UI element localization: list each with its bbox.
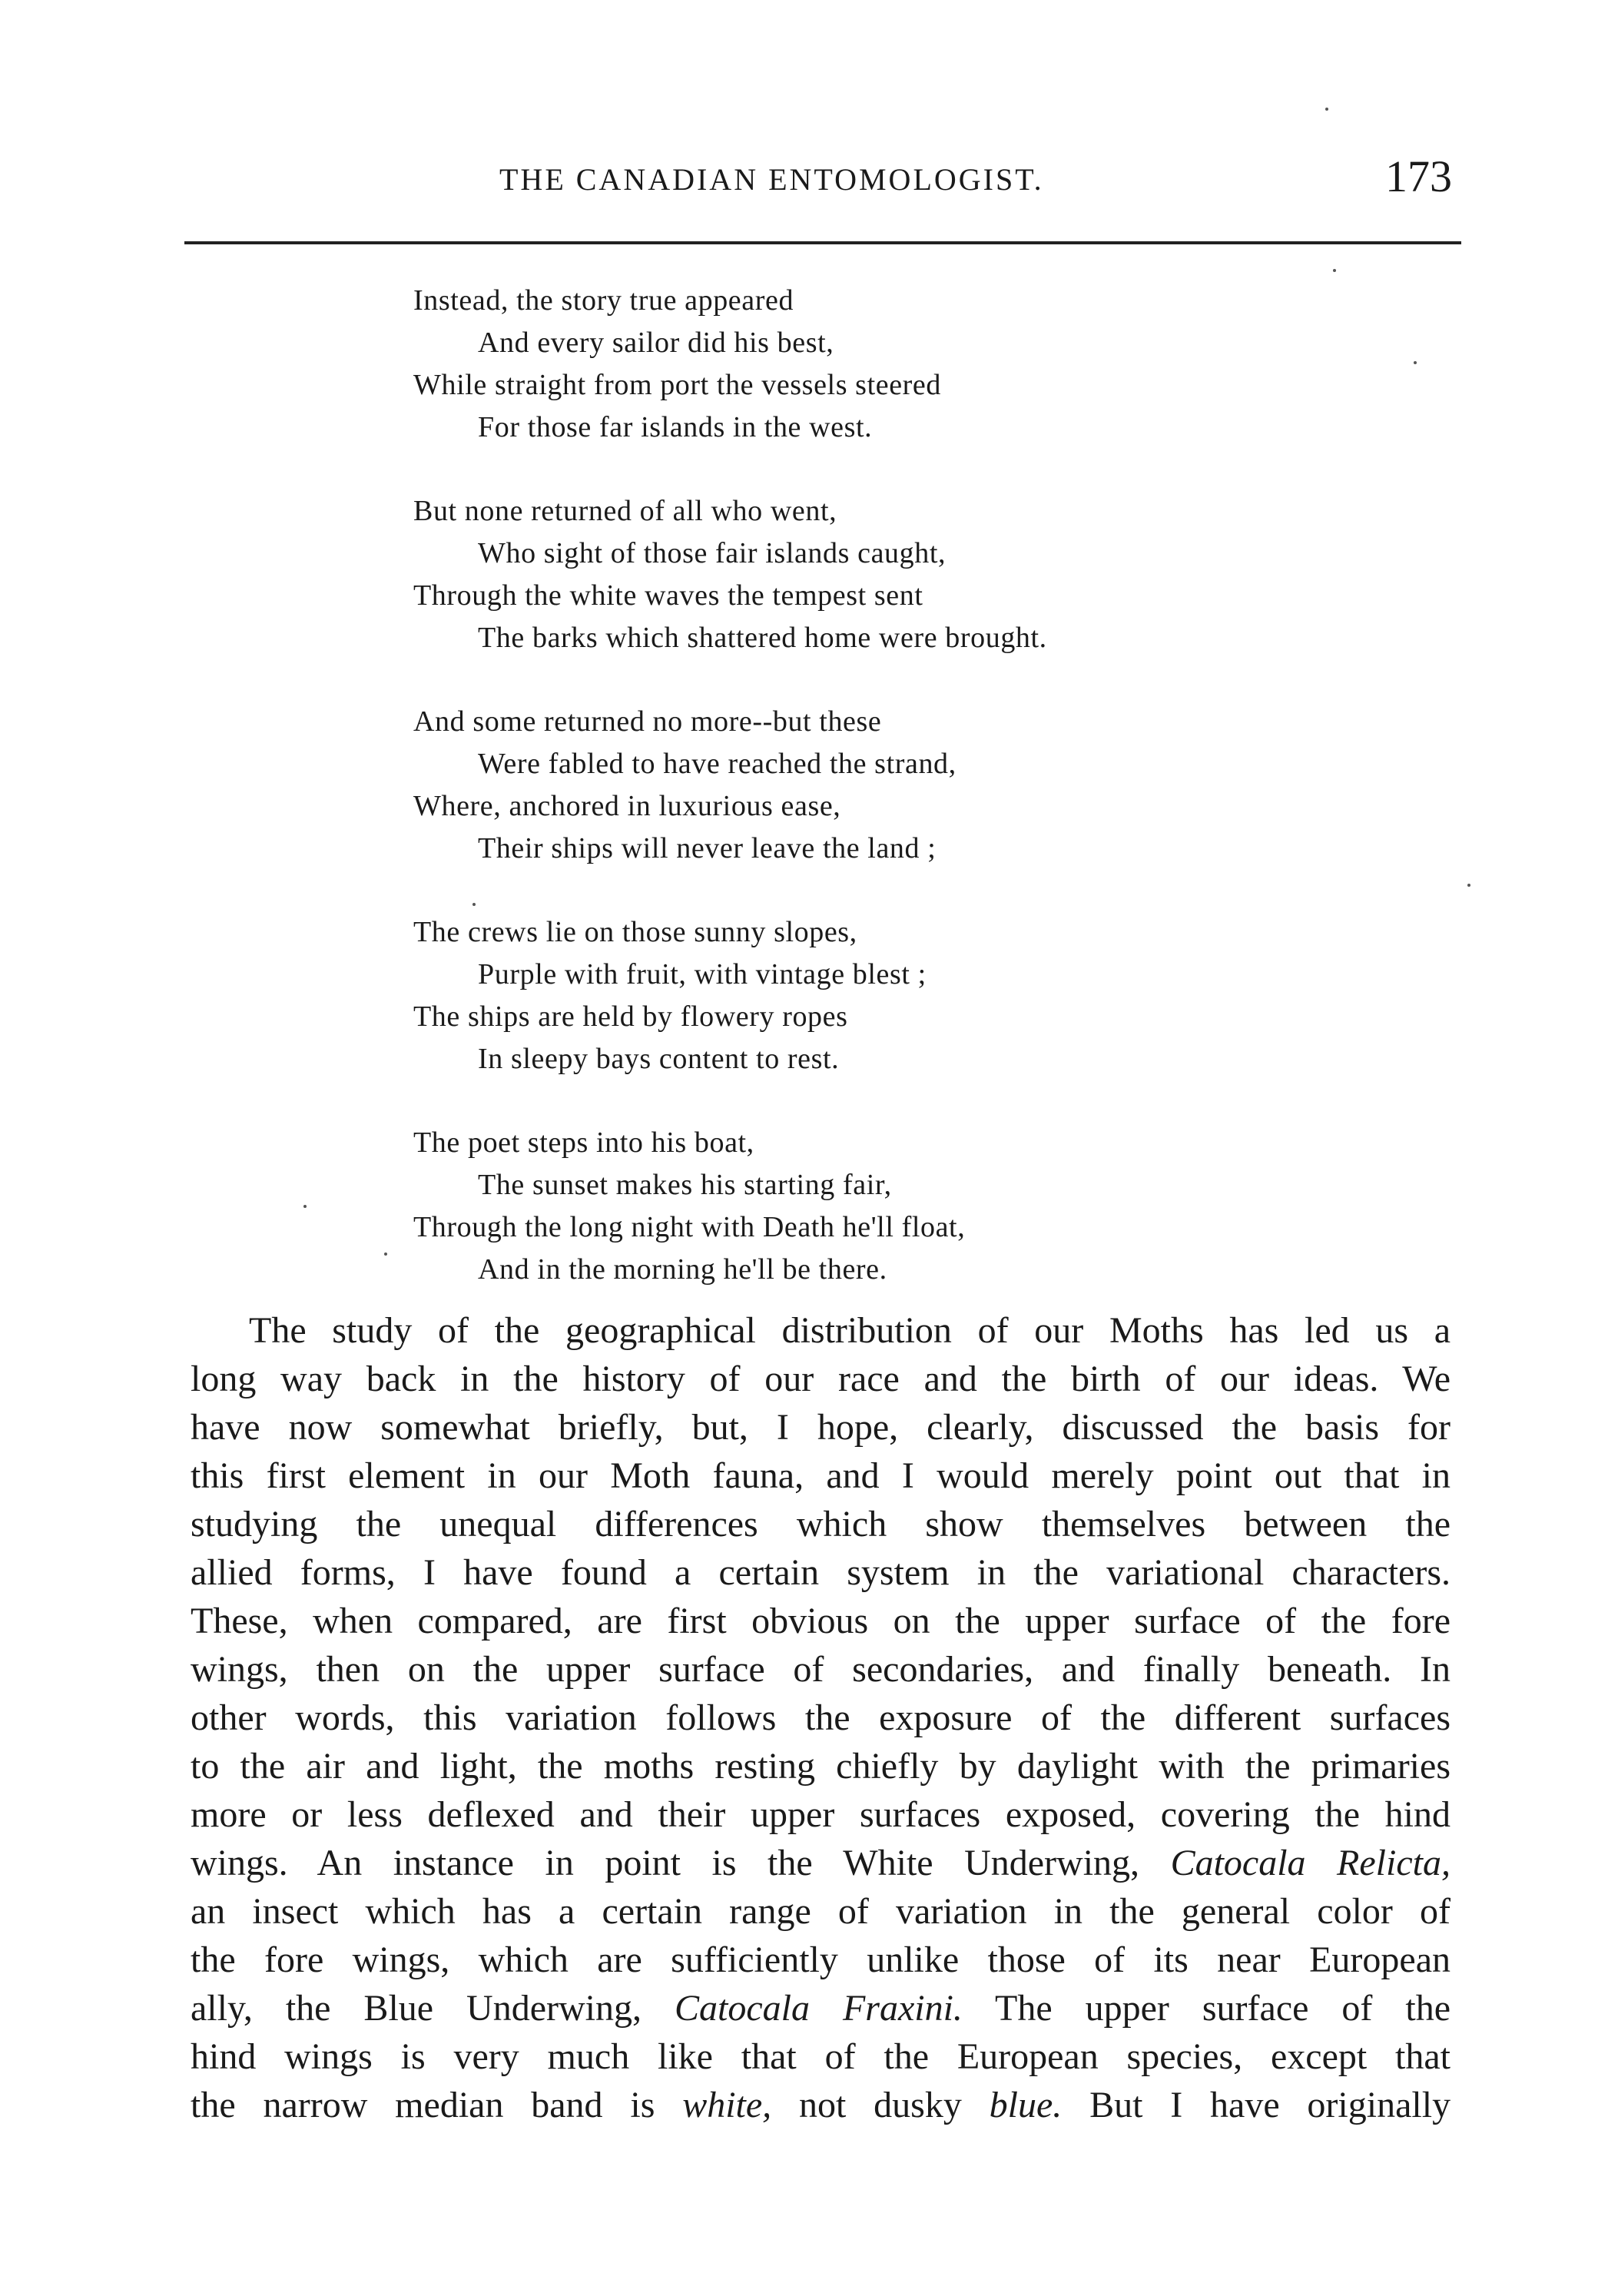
- print-speck: [472, 903, 476, 906]
- poem-line: And every sailor did his best,: [478, 327, 834, 359]
- poem: [413, 280, 1335, 1332]
- running-head: THE CANADIAN ENTOMOLOGIST.: [499, 162, 1044, 197]
- page-number: 173: [1385, 151, 1452, 201]
- poem-line: Through the white waves the tempest sent: [413, 579, 923, 612]
- paragraph-line: this first element in our Moth fauna, and I would merely point out that in: [191, 1455, 1451, 1496]
- paragraph-line: studying the unequal differences which show themselves between the: [191, 1504, 1451, 1544]
- body-paragraph: [191, 1306, 1451, 2129]
- paragraph-line: allied forms, I have found a certain system in the variational characters.: [191, 1552, 1451, 1593]
- paragraph-line: the fore wings, which are sufficiently unlike those of its near European: [191, 1939, 1451, 1980]
- paragraph-line: These, when compared, are first obvious on the upper surface of the fore: [191, 1601, 1451, 1641]
- species-name: Catocala Fraxini.: [674, 1988, 963, 2029]
- header-rule: [184, 241, 1461, 244]
- poem-stanza: [413, 1122, 1335, 1291]
- paragraph-text: the narrow median band is: [191, 2085, 655, 2125]
- paragraph-line: hind wings is very much like that of the European species, except that: [191, 2036, 1451, 2077]
- poem-line: The sunset makes his starting fair,: [478, 1169, 892, 1201]
- paragraph-line: [191, 1839, 1451, 1887]
- poem-line: The crews lie on those sunny slopes,: [413, 916, 857, 948]
- poem-line: Purple with fruit, with vintage blest ;: [478, 958, 927, 990]
- print-speck: [1467, 884, 1470, 887]
- print-speck: [303, 1205, 307, 1208]
- paragraph-line: The study of the geographical distribution of our Moths has led us a: [249, 1310, 1451, 1351]
- paragraph-line: have now somewhat briefly, but, I hope, clearly, discussed the basis for: [191, 1407, 1451, 1448]
- paragraph-text: But I have originally: [1089, 2085, 1451, 2125]
- paragraph-line: other words, this variation follows the exposure of the different surfaces: [191, 1697, 1451, 1738]
- page-header: [192, 151, 1452, 204]
- print-speck: [384, 1253, 387, 1256]
- poem-stanza: [413, 280, 1335, 449]
- poem-line: In sleepy bays content to rest.: [478, 1043, 840, 1075]
- print-speck: [1325, 108, 1328, 111]
- poem-line: And some returned no more--but these: [413, 705, 882, 738]
- paragraph-text: wings. An instance in point is the White Underwing,: [191, 1843, 1140, 1883]
- paragraph-line: wings, then on the upper surface of secondaries, and finally beneath. In: [191, 1649, 1451, 1690]
- emphasis-term: blue.: [989, 2085, 1063, 2125]
- poem-line: The poet steps into his boat,: [413, 1126, 754, 1159]
- paragraph-line: more or less deflexed and their upper surfaces exposed, covering the hind: [191, 1794, 1451, 1835]
- poem-stanza: [413, 490, 1335, 659]
- paragraph-line: [191, 1984, 1451, 2032]
- poem-line: For those far islands in the west.: [478, 411, 873, 443]
- poem-line: And in the morning he'll be there.: [478, 1253, 887, 1286]
- poem-line: Through the long night with Death he'll float,: [413, 1211, 966, 1243]
- poem-line: Who sight of those fair islands caught,: [478, 537, 947, 569]
- poem-line: While straight from port the vessels steered: [413, 369, 941, 401]
- poem-line: But none returned of all who went,: [413, 495, 837, 527]
- paragraph-line: to the air and light, the moths resting chiefly by daylight with the primaries: [191, 1746, 1451, 1787]
- print-speck: [1333, 269, 1336, 272]
- emphasis-term: white,: [682, 2085, 772, 2125]
- paragraph-line: an insect which has a certain range of variation in the general color of: [191, 1891, 1451, 1932]
- poem-line: The ships are held by flowery ropes: [413, 1000, 848, 1033]
- poem-line: Were fabled to have reached the strand,: [478, 748, 957, 780]
- paragraph-line: long way back in the history of our race and the birth of our ideas. We: [191, 1359, 1451, 1399]
- poem-line: Their ships will never leave the land ;: [478, 832, 937, 864]
- poem-stanza: [413, 911, 1335, 1080]
- poem-line: Where, anchored in luxurious ease,: [413, 790, 841, 822]
- poem-line: Instead, the story true appeared: [413, 284, 794, 317]
- paragraph-text: The upper surface of the: [995, 1988, 1451, 2029]
- print-speck: [1414, 361, 1417, 364]
- paragraph-text: not dusky: [799, 2085, 962, 2125]
- poem-stanza: [413, 701, 1335, 870]
- species-name: Catocala Relicta,: [1170, 1843, 1451, 1883]
- poem-line: The barks which shattered home were brought.: [478, 622, 1047, 654]
- paragraph-line: [191, 2081, 1451, 2129]
- paragraph-text: ally, the Blue Underwing,: [191, 1988, 642, 2029]
